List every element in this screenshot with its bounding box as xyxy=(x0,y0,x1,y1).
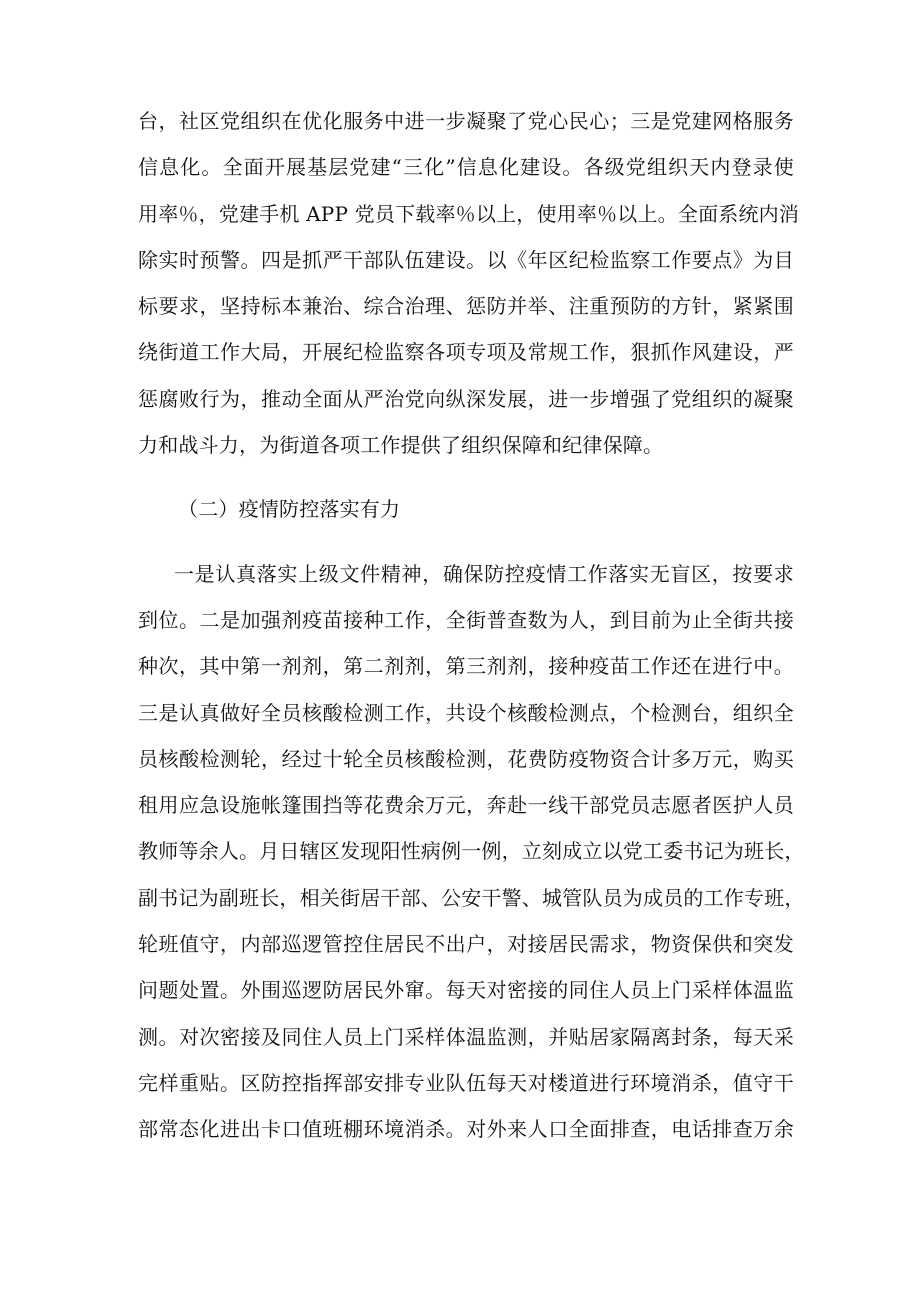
document-body xyxy=(138,98,805,1153)
paragraph-gap xyxy=(138,533,794,551)
text-line: 绕街道工作大局，开展纪检监察各项专项及常规工作，狠抓作风建设，严 xyxy=(138,340,794,365)
text-line: 副书记为副班长，相关街居干部、公安干警、城管队员为成员的工作专班， xyxy=(138,885,805,910)
text-line: 员核酸检测轮，经过十轮全员核酸检测，花费防疫物资合计多万元，购买 xyxy=(138,746,794,771)
text-line: 标要求，坚持标本兼治、综合治理、惩防并举、注重预防的方针，紧紧围 xyxy=(138,294,794,319)
text-line: 除实时预警。四是抓严干部队伍建设。以《年区纪检监察工作要点》为目 xyxy=(138,247,794,272)
section-heading: （二）疫情防控落实有力 xyxy=(178,497,401,522)
text-line: 信息化。全面开展基层党建“三化”信息化建设。各级党组织天内登录使 xyxy=(138,155,794,180)
text-line: 到位。二是加强剂疫苗接种工作，全街普查数为人，到目前为止全街共接 xyxy=(138,607,794,632)
text-line: 力和战斗力，为街道各项工作提供了组织保障和纪律保障。 xyxy=(138,433,664,458)
text-line: 教师等余人。月日辖区发现阳性病例一例，立刻成立以党工委书记为班长， xyxy=(138,839,805,864)
paragraph-party-building xyxy=(138,98,800,468)
text-line: 种次，其中第一剂剂，第二剂剂，第三剂剂，接种疫苗工作还在进行中。 xyxy=(138,654,794,679)
text-line: 一是认真落实上级文件精神，确保防控疫情工作落实无盲区，按要求 xyxy=(174,561,794,586)
paragraph-epidemic-control xyxy=(138,551,805,1153)
paragraph-gap xyxy=(138,468,794,486)
text-line: 用率％，党建手机 APP 党员下载率％以上，使用率％以上。全面系统内消 xyxy=(138,201,800,226)
text-line: 完样重贴。区防控指挥部安排专业队伍每天对楼道进行环境消杀，值守干 xyxy=(138,1070,794,1095)
text-line: 部常态化进出卡口值班棚环境消杀。对外来人口全面排查，电话排查万余 xyxy=(138,1117,794,1142)
text-line: 台，社区党组织在优化服务中进一步凝聚了党心民心；三是党建网格服务 xyxy=(138,109,794,133)
text-line: 租用应急设施帐篷围挡等花费余万元，奔赴一线干部党员志愿者医护人员 xyxy=(138,793,794,818)
text-line: 测。对次密接及同住人员上门采样体温监测，并贴居家隔离封条，每天采 xyxy=(138,1024,794,1049)
text-line: 惩腐败行为，推动全面从严治党向纵深发展，进一步增强了党组织的凝聚 xyxy=(138,386,794,411)
text-line: 三是认真做好全员核酸检测工作，共设个核酸检测点，个检测台，组织全 xyxy=(138,700,794,725)
text-line: 问题处置。外围巡逻防居民外窜。每天对密接的同住人员上门采样体温监 xyxy=(138,978,794,1003)
text-line: 轮班值守，内部巡逻管控住居民不出户，对接居民需求，物资保供和突发 xyxy=(138,932,794,957)
